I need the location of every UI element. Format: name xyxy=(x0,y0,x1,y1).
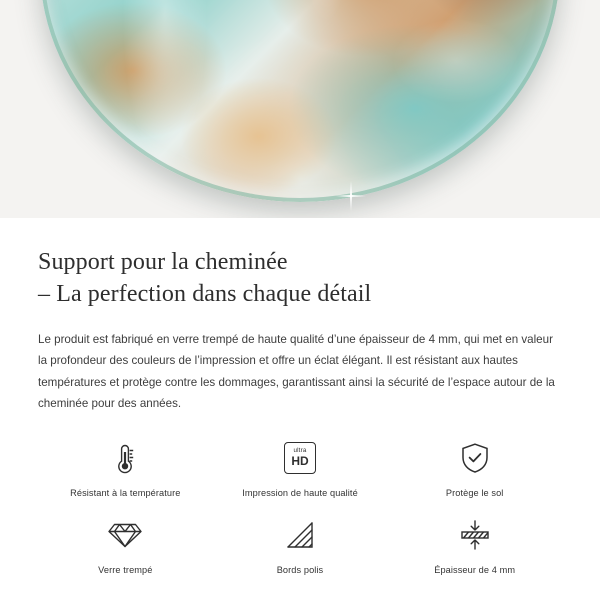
feature-label: Résistant à la température xyxy=(70,487,181,498)
diamond-icon xyxy=(107,514,143,556)
feature-item-tempered-glass xyxy=(38,514,213,575)
feature-label: Bords polis xyxy=(276,564,324,575)
hero-image xyxy=(0,0,600,218)
page-title-line-2: – La perfection dans chaque détail xyxy=(38,281,372,308)
ultra-hd-icon xyxy=(284,437,316,479)
ultra-hd-bottom-text: HD xyxy=(291,454,309,469)
body-paragraph: Le produit est fabriqué en verre trempé de haute qualité d’une épaisseur de 4 mm, qui met en valeur la profondeur des couleurs de l’impression et offre un éclat élégant. Il est résistant aux hautes températures et protège contre les dommages, garantissant ainsi la sécurité de l’espace autour de la cheminée pour des années. xyxy=(38,332,555,411)
thermometer-icon xyxy=(108,437,142,479)
polished-edges-icon xyxy=(284,514,316,556)
feature-label: Épaisseur de 4 mm xyxy=(434,564,516,575)
ultra-hd-top-text: ultra xyxy=(293,446,307,454)
feature-label: Verre trempé xyxy=(98,564,153,575)
feature-item-print-quality xyxy=(213,437,388,498)
feature-label: Protège le sol xyxy=(445,487,504,498)
feature-item-thickness xyxy=(387,514,562,575)
content-area xyxy=(0,246,600,575)
feature-grid xyxy=(38,437,562,575)
page-title xyxy=(38,246,562,311)
feature-label: Impression de haute qualité xyxy=(242,487,358,498)
shield-check-icon xyxy=(460,437,490,479)
thickness-4mm-icon xyxy=(456,514,494,556)
feature-item-floor-protection xyxy=(387,437,562,498)
feature-item-polished-edges xyxy=(213,514,388,575)
page-title-line-1: Support pour la cheminée xyxy=(38,249,288,275)
feature-item-temperature xyxy=(38,437,213,498)
round-glass-panel xyxy=(40,0,560,202)
